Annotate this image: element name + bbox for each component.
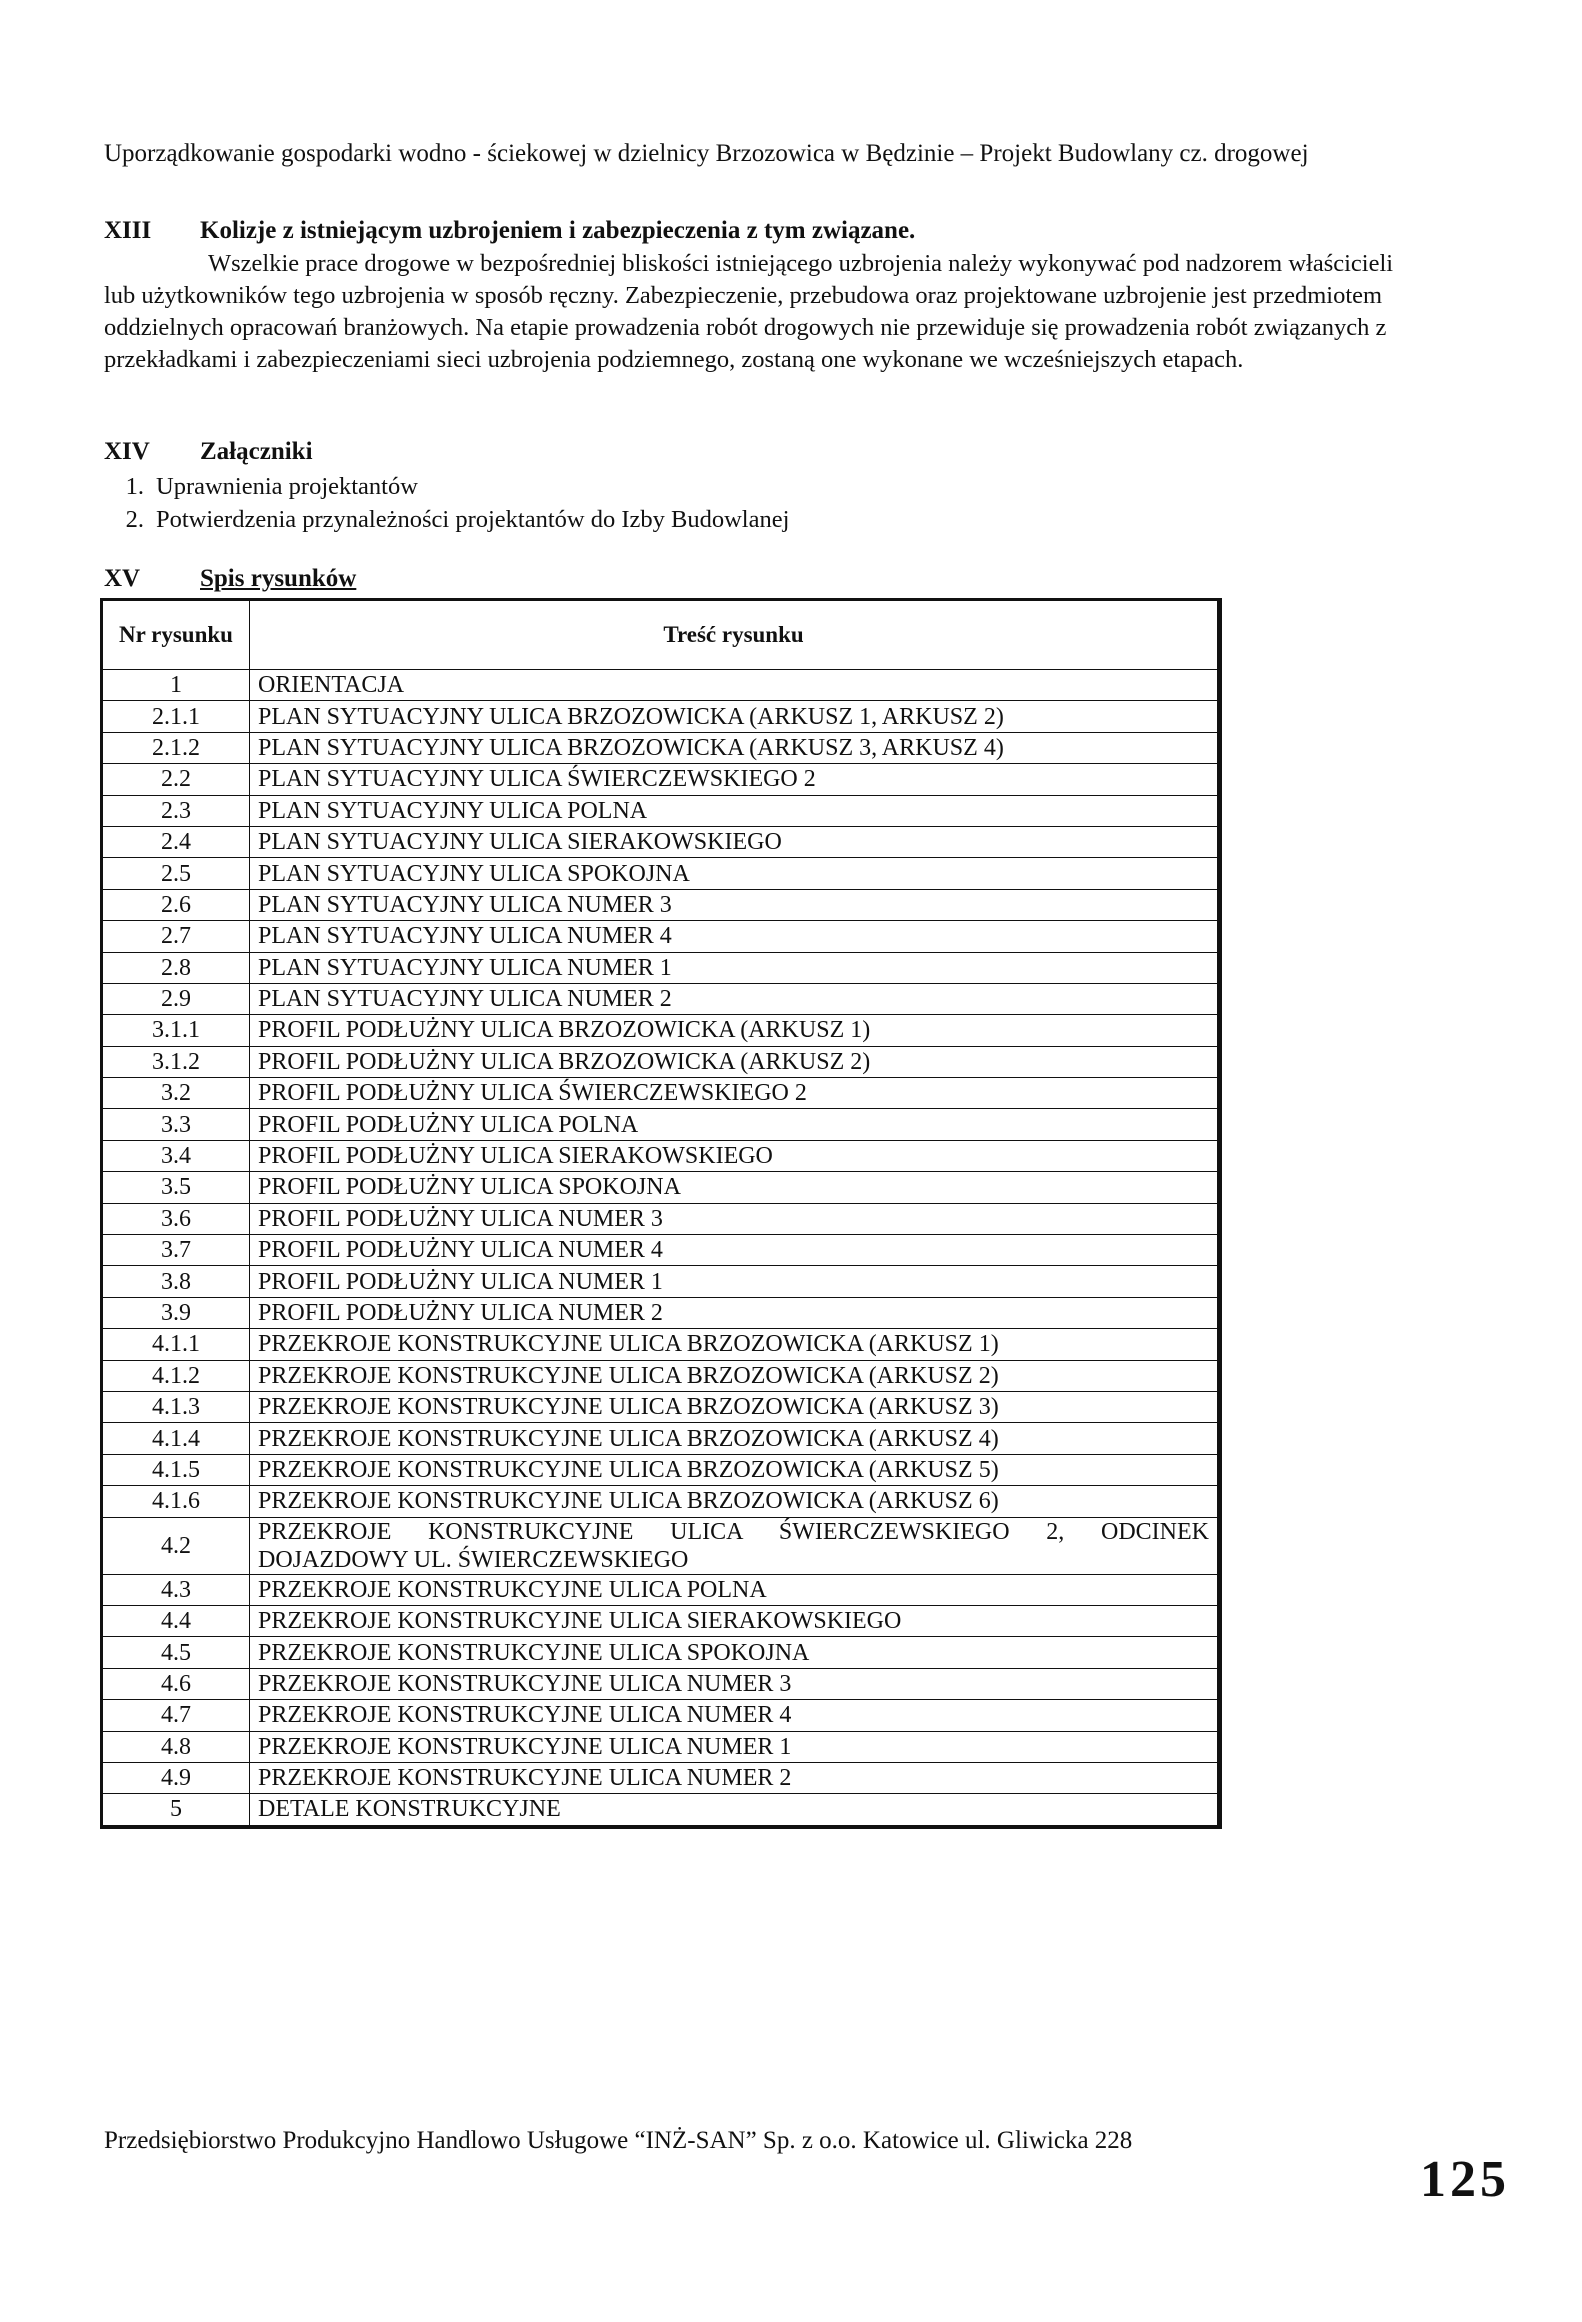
section-title: Kolizje z istniejącym uzbrojeniem i zabezpieczenia z tym związane. xyxy=(200,217,916,244)
drawing-title: PRZEKROJE KONSTRUKCYJNE ULICA SPOKOJNA xyxy=(250,1637,1220,1668)
table-row xyxy=(102,1700,1220,1731)
table-row xyxy=(102,1423,1220,1454)
attachments-list xyxy=(104,470,1404,536)
section-drawings xyxy=(104,565,1404,593)
drawing-title: PROFIL PODŁUŻNY ULICA POLNA xyxy=(250,1109,1220,1140)
drawing-number: 3.1.1 xyxy=(102,1015,250,1046)
drawing-number: 2.1.1 xyxy=(102,701,250,732)
drawing-title: PROFIL PODŁUŻNY ULICA BRZOZOWICKA (ARKUSZ 1) xyxy=(250,1015,1220,1046)
drawings-table xyxy=(100,598,1222,1829)
drawing-title: PRZEKROJE KONSTRUKCYJNE ULICA BRZOZOWICKA (ARKUSZ 1) xyxy=(250,1329,1220,1360)
table-row xyxy=(102,983,1220,1014)
list-item xyxy=(104,503,1404,536)
table-row xyxy=(102,1668,1220,1699)
table-row xyxy=(102,1203,1220,1234)
drawing-number: 4.1.2 xyxy=(102,1360,250,1391)
drawing-title: PROFIL PODŁUŻNY ULICA NUMER 2 xyxy=(250,1297,1220,1328)
drawing-title: PRZEKROJE KONSTRUKCYJNE ULICA BRZOZOWICKA (ARKUSZ 5) xyxy=(250,1454,1220,1485)
drawing-title: PLAN SYTUACYJNY ULICA ŚWIERCZEWSKIEGO 2 xyxy=(250,764,1220,795)
document-header: Uporządkowanie gospodarki wodno - ściekowej w dzielnicy Brzozowica w Będzinie – Projekt Budowlany cz. drogowej xyxy=(104,140,1309,167)
table-row xyxy=(102,921,1220,952)
drawing-number: 3.4 xyxy=(102,1140,250,1171)
list-item xyxy=(104,470,1404,503)
drawing-title: PLAN SYTUACYJNY ULICA BRZOZOWICKA (ARKUSZ 3, ARKUSZ 4) xyxy=(250,732,1220,763)
table-header-row xyxy=(102,600,1220,670)
column-header-content: Treść rysunku xyxy=(250,600,1220,670)
section-heading xyxy=(104,438,1404,466)
drawing-title: PRZEKROJE KONSTRUKCYJNE ULICA NUMER 2 xyxy=(250,1762,1220,1793)
drawing-title: PLAN SYTUACYJNY ULICA NUMER 3 xyxy=(250,889,1220,920)
table-row xyxy=(102,1046,1220,1077)
table-row xyxy=(102,1391,1220,1422)
table-row xyxy=(102,732,1220,763)
table-row xyxy=(102,1015,1220,1046)
table-row xyxy=(102,1637,1220,1668)
drawing-number: 4.6 xyxy=(102,1668,250,1699)
section-title: Spis rysunków xyxy=(200,565,357,592)
drawing-number: 4.4 xyxy=(102,1605,250,1636)
drawing-number: 3.1.2 xyxy=(102,1046,250,1077)
table-row xyxy=(102,1794,1220,1827)
section-paragraph: Wszelkie prace drogowe w bezpośredniej bliskości istniejącego uzbrojenia należy wykonywać pod nadzorem właścicieli lub użytkowników tego uzbrojenia w sposób ręczny. Zabezpieczenie, przebudowa oraz projektowane uzbrojenie jest przedmiotem oddzielnych opracowań branżowych. Na etapie prowadzenia robót drogowych nie przewiduje się prowadzenia robót związanych z przekładkami i zabezpieczeniami sieci uzbrojenia podziemnego, zostaną one wykonane we wcześniejszych etapach. xyxy=(104,250,1394,373)
company-footer: Przedsiębiorstwo Produkcyjno Handlowo Usługowe “INŻ-SAN” Sp. z o.o. Katowice ul. Gliwicka 228 xyxy=(104,2127,1133,2154)
drawing-title: PLAN SYTUACYJNY ULICA SIERAKOWSKIEGO xyxy=(250,826,1220,857)
list-item-text: Potwierdzenia przynależności projektantów do Izby Budowlanej xyxy=(156,506,790,533)
table-row xyxy=(102,1486,1220,1517)
table-row xyxy=(102,1517,1220,1574)
drawing-number: 3.7 xyxy=(102,1235,250,1266)
list-item-number: 2. xyxy=(125,506,144,533)
drawing-number: 4.8 xyxy=(102,1731,250,1762)
drawing-number: 2.5 xyxy=(102,858,250,889)
drawing-title: PRZEKROJE KONSTRUKCYJNE ULICA BRZOZOWICKA (ARKUSZ 6) xyxy=(250,1486,1220,1517)
table-row xyxy=(102,1172,1220,1203)
drawing-number: 2.9 xyxy=(102,983,250,1014)
table-row xyxy=(102,1731,1220,1762)
table-row xyxy=(102,952,1220,983)
drawing-title: PLAN SYTUACYJNY ULICA SPOKOJNA xyxy=(250,858,1220,889)
table-row xyxy=(102,764,1220,795)
drawing-number: 4.1.6 xyxy=(102,1486,250,1517)
list-item-number: 1. xyxy=(125,473,144,500)
table-row xyxy=(102,889,1220,920)
section-attachments xyxy=(104,438,1404,536)
drawing-title: PRZEKROJE KONSTRUKCYJNE ULICA NUMER 4 xyxy=(250,1700,1220,1731)
section-number: XV xyxy=(104,565,141,592)
drawing-title: PLAN SYTUACYJNY ULICA NUMER 2 xyxy=(250,983,1220,1014)
drawing-title: PROFIL PODŁUŻNY ULICA SIERAKOWSKIEGO xyxy=(250,1140,1220,1171)
table-row xyxy=(102,1605,1220,1636)
table-row xyxy=(102,1329,1220,1360)
section-heading xyxy=(104,565,1404,593)
table-row xyxy=(102,1078,1220,1109)
drawing-number: 4.9 xyxy=(102,1762,250,1793)
drawing-title: PRZEKROJE KONSTRUKCYJNE ULICA NUMER 1 xyxy=(250,1731,1220,1762)
drawing-title: PROFIL PODŁUŻNY ULICA NUMER 1 xyxy=(250,1266,1220,1297)
section-number: XIII xyxy=(104,217,152,244)
table-row xyxy=(102,1297,1220,1328)
drawing-title: ORIENTACJA xyxy=(250,670,1220,701)
table-row xyxy=(102,858,1220,889)
drawing-number: 4.1.5 xyxy=(102,1454,250,1485)
column-header-nr: Nr rysunku xyxy=(102,600,250,670)
drawing-number: 3.6 xyxy=(102,1203,250,1234)
drawing-number: 4.3 xyxy=(102,1574,250,1605)
list-item-text: Uprawnienia projektantów xyxy=(156,473,418,500)
drawing-number: 3.2 xyxy=(102,1078,250,1109)
drawing-title: PRZEKROJE KONSTRUKCYJNE ULICA ŚWIERCZEWSKIEGO 2, ODCINEK DOJAZDOWY UL. ŚWIERCZEWSKIEGO xyxy=(250,1517,1220,1574)
drawing-title: PROFIL PODŁUŻNY ULICA SPOKOJNA xyxy=(250,1172,1220,1203)
drawing-number: 2.8 xyxy=(102,952,250,983)
drawing-number: 2.1.2 xyxy=(102,732,250,763)
drawing-number: 3.5 xyxy=(102,1172,250,1203)
drawing-title: PROFIL PODŁUŻNY ULICA ŚWIERCZEWSKIEGO 2 xyxy=(250,1078,1220,1109)
table-row xyxy=(102,1235,1220,1266)
drawing-title: PLAN SYTUACYJNY ULICA POLNA xyxy=(250,795,1220,826)
drawing-number: 4.7 xyxy=(102,1700,250,1731)
drawing-number: 5 xyxy=(102,1794,250,1827)
drawing-number: 3.9 xyxy=(102,1297,250,1328)
drawing-title: PRZEKROJE KONSTRUKCYJNE ULICA NUMER 3 xyxy=(250,1668,1220,1699)
table-row xyxy=(102,795,1220,826)
drawing-title: PROFIL PODŁUŻNY ULICA NUMER 4 xyxy=(250,1235,1220,1266)
page-number: 125 xyxy=(1420,2151,1510,2208)
drawing-number: 4.2 xyxy=(102,1517,250,1574)
table-row xyxy=(102,1762,1220,1793)
drawing-title: PLAN SYTUACYJNY ULICA NUMER 1 xyxy=(250,952,1220,983)
drawing-number: 4.1.4 xyxy=(102,1423,250,1454)
drawing-number: 2.7 xyxy=(102,921,250,952)
table-row xyxy=(102,1454,1220,1485)
drawing-number: 3.8 xyxy=(102,1266,250,1297)
drawing-number: 4.1.3 xyxy=(102,1391,250,1422)
table-row xyxy=(102,1140,1220,1171)
drawing-title: PROFIL PODŁUŻNY ULICA BRZOZOWICKA (ARKUSZ 2) xyxy=(250,1046,1220,1077)
drawing-title: PRZEKROJE KONSTRUKCYJNE ULICA SIERAKOWSKIEGO xyxy=(250,1605,1220,1636)
section-heading xyxy=(104,217,1404,245)
drawing-number: 2.3 xyxy=(102,795,250,826)
drawing-number: 3.3 xyxy=(102,1109,250,1140)
drawing-title: PRZEKROJE KONSTRUKCYJNE ULICA BRZOZOWICKA (ARKUSZ 4) xyxy=(250,1423,1220,1454)
table-row xyxy=(102,701,1220,732)
drawing-number: 2.2 xyxy=(102,764,250,795)
table-row xyxy=(102,1360,1220,1391)
drawing-title: PROFIL PODŁUŻNY ULICA NUMER 3 xyxy=(250,1203,1220,1234)
section-title: Załączniki xyxy=(200,438,313,465)
table-row xyxy=(102,1574,1220,1605)
drawing-title: PRZEKROJE KONSTRUKCYJNE ULICA BRZOZOWICKA (ARKUSZ 2) xyxy=(250,1360,1220,1391)
drawing-title: PLAN SYTUACYJNY ULICA BRZOZOWICKA (ARKUSZ 1, ARKUSZ 2) xyxy=(250,701,1220,732)
drawing-title: PLAN SYTUACYJNY ULICA NUMER 4 xyxy=(250,921,1220,952)
table-row xyxy=(102,826,1220,857)
drawing-title: DETALE KONSTRUKCYJNE xyxy=(250,1794,1220,1827)
drawing-title: PRZEKROJE KONSTRUKCYJNE ULICA BRZOZOWICKA (ARKUSZ 3) xyxy=(250,1391,1220,1422)
section-number: XIV xyxy=(104,438,150,465)
table-row xyxy=(102,670,1220,701)
drawing-number: 2.4 xyxy=(102,826,250,857)
drawing-number: 2.6 xyxy=(102,889,250,920)
drawing-title: PRZEKROJE KONSTRUKCYJNE ULICA POLNA xyxy=(250,1574,1220,1605)
table-row xyxy=(102,1266,1220,1297)
drawing-number: 1 xyxy=(102,670,250,701)
section-collisions xyxy=(104,217,1404,376)
drawing-number: 4.5 xyxy=(102,1637,250,1668)
table-row xyxy=(102,1109,1220,1140)
drawing-number: 4.1.1 xyxy=(102,1329,250,1360)
